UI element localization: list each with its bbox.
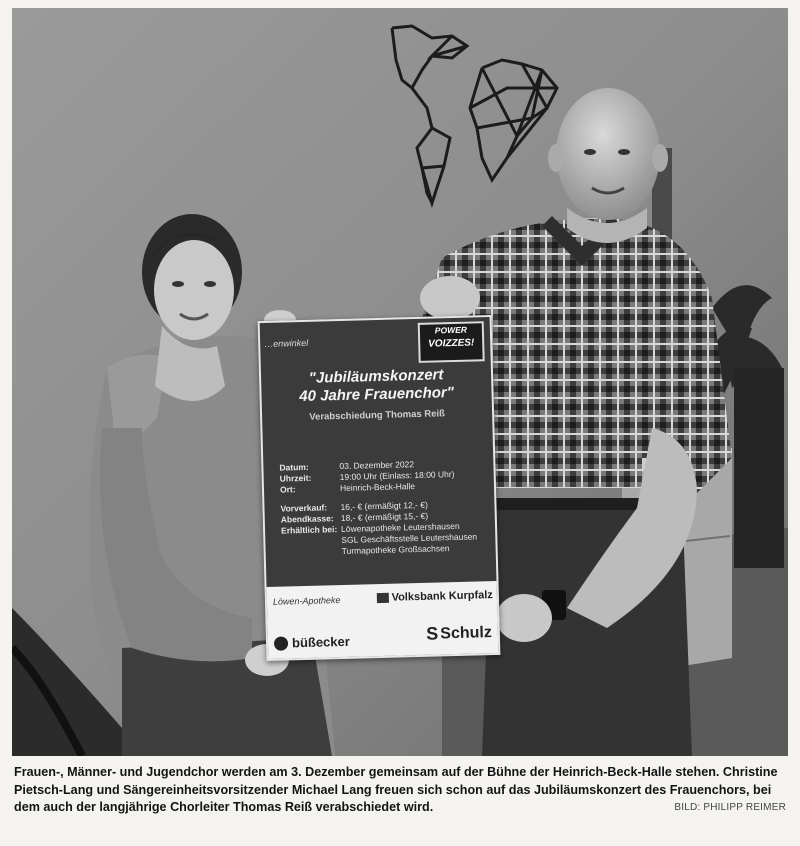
badge-line-2: VOIZZES! — [428, 337, 475, 350]
poster-corner-text: …enwinkel — [264, 337, 309, 349]
sponsor-loewen-apotheke: Löwen-Apotheke — [272, 595, 341, 607]
photo-credit: BILD: PHILIPP REIMER — [674, 802, 786, 813]
price-label: Vorverkauf: — [280, 502, 328, 514]
detail-label: Ort: — [279, 484, 296, 495]
buessecker-label: büßecker — [291, 633, 351, 651]
poster-details — [279, 457, 491, 558]
photo-caption: Frauen-, Männer- und Jugendchor werden am 3. Dezember gemeinsam auf der Bühne der Heinrich-Beck-Halle stehen. Christine Pietsch-Lang und Sängereinheitsvorsitzender Michael Lang freuen sich schon auf das Jubiläumskonzert des Frauenchors, bei dem auch der langjährige Chorleiter Thomas Reiß verabschiedet wird. — [14, 765, 778, 814]
poster-subtitle: Verabschiedung Thomas Reiß — [309, 408, 446, 423]
concert-poster — [258, 315, 501, 661]
detail-value: 19:00 Uhr (Einlass: 18:00 Uhr) — [339, 469, 455, 483]
sponsor-strip — [267, 581, 499, 659]
detail-value: Heinrich-Beck-Halle — [339, 481, 416, 494]
price-value: 18,- € (ermäßigt 15,- €) — [340, 510, 429, 524]
detail-label: Uhrzeit: — [279, 472, 312, 484]
schulz-logo-icon: S — [425, 623, 439, 644]
power-voizzes-badge — [418, 321, 485, 363]
price-label: Abendkasse: — [280, 513, 334, 525]
buessecker-logo-icon — [274, 636, 288, 650]
sales-label: Erhältlich bei: — [280, 524, 338, 536]
schulz-label: Schulz — [440, 623, 493, 642]
sales-point: Turmapotheke Großsachsen — [341, 543, 450, 556]
sponsor-buessecker — [274, 634, 350, 651]
poster-title — [259, 365, 494, 407]
sponsor-volksbank — [376, 589, 493, 604]
volksbank-label: Volksbank Kurpfalz — [391, 589, 493, 604]
badge-line-1: POWER — [434, 324, 468, 336]
poster-title-line-2: 40 Jahre Frauenchor" — [299, 384, 455, 406]
volksbank-logo-icon — [376, 593, 388, 603]
sales-point: Löwenapotheke Leutershausen — [340, 520, 460, 535]
sales-point: SGL Geschäftsstelle Leutershausen — [341, 531, 478, 546]
price-value: 16,- € (ermäßigt 12,- €) — [340, 499, 428, 513]
detail-label: Datum: — [279, 461, 309, 473]
detail-value: 03. Dezember 2022 — [339, 459, 415, 472]
sponsor-schulz — [426, 622, 492, 645]
poster-title-line-1: "Jubiläumskonzert — [308, 366, 444, 387]
